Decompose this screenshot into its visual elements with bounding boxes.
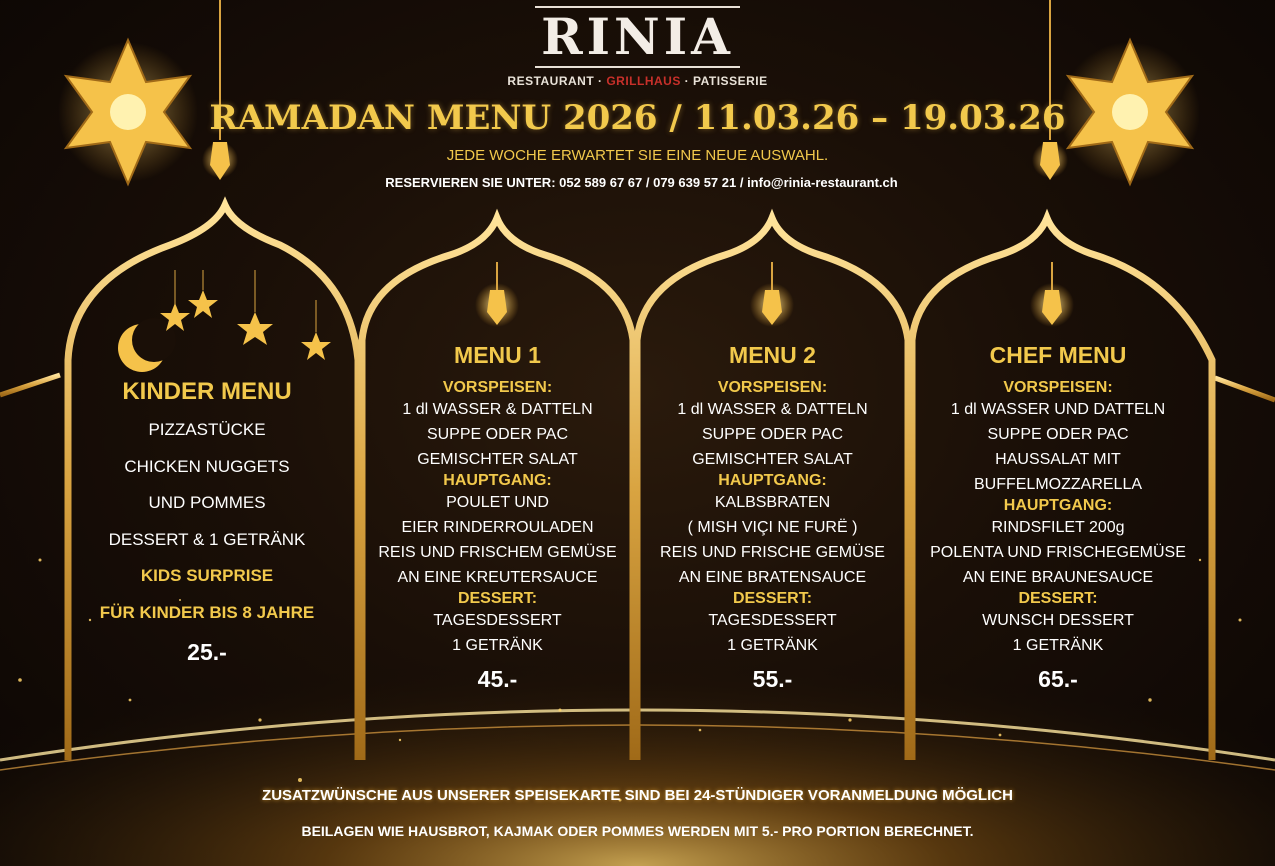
menu-title: MENU 2 (729, 342, 816, 368)
menu-item: AN EINE BRAUNESAUCE (962, 569, 1154, 586)
menu-item: KALBSBRATEN (714, 494, 831, 511)
menu-card-2 (637, 342, 908, 693)
menu-item: BUFFELMOZZARELLA (973, 476, 1143, 493)
section-label: DESSERT: (457, 590, 538, 607)
menu-item: 1 GETRÄNK (452, 637, 543, 654)
menu-item: GEMISCHTER SALAT (692, 451, 853, 468)
menu-item: AN EINE BRATENSAUCE (678, 569, 867, 586)
menu-item: SUPPE ODER PAC (426, 426, 569, 443)
menu-item: RINDSFILET 200g (991, 519, 1125, 536)
menu-item: 1 dl WASSER UND DATTELN (950, 401, 1166, 418)
logo (0, 6, 1275, 88)
menu-item: TAGESDESSERT (433, 612, 562, 629)
section-label: VORSPEISEN: (717, 379, 828, 396)
menu-item: 1 dl WASSER & DATTELN (677, 401, 868, 418)
menu-item: 1 GETRÄNK (1012, 637, 1104, 654)
menu-card-1 (362, 342, 633, 693)
logo-tagline (0, 74, 1275, 88)
menu-title: KINDER MENU (122, 378, 292, 405)
menu-item: SUPPE ODER PAC (987, 426, 1129, 443)
lantern-icon (475, 262, 519, 327)
menu-card-kinder (72, 378, 342, 666)
reservation-contact: RESERVIEREN SIE UNTER: 052 589 67 67 / 079 639 57 21 / info@rinia-restaurant.ch (385, 175, 898, 190)
menu-item: UND POMMES (148, 493, 266, 512)
section-label: HAUPTGANG: (1003, 497, 1113, 514)
menu-price: 65.- (1038, 666, 1078, 692)
section-label: VORSPEISEN: (1003, 379, 1113, 396)
menu-item: PIZZASTÜCKE (148, 420, 266, 439)
section-label: VORSPEISEN: (442, 379, 553, 396)
menu-title: CHEF MENU (989, 342, 1127, 368)
menu-item: POLENTA UND FRISCHEGEMÜSE (930, 544, 1186, 561)
menu-item: REIS UND FRISCHE GEMÜSE (660, 544, 885, 561)
age-note: FÜR KINDER BIS 8 JAHRE (99, 602, 315, 622)
footer-note-2: BEILAGEN WIE HAUSBROT, KAJMAK ODER POMMES WERDEN MIT 5.- PRO PORTION BERECHNET. (301, 823, 974, 839)
menu-item: CHICKEN NUGGETS (124, 456, 290, 476)
menu-price: 55.- (752, 666, 793, 692)
section-label: HAUPTGANG: (443, 472, 552, 489)
menu-item: GEMISCHTER SALAT (417, 451, 578, 468)
section-label: DESSERT: (732, 590, 813, 607)
logo-name: RINIA (541, 7, 734, 66)
lantern-icon (1030, 262, 1074, 327)
menu-item: AN EINE KREUTERSAUCE (397, 569, 598, 586)
menu-item: TAGESDESSERT (708, 612, 837, 629)
star-icons (160, 270, 331, 360)
menu-item: DESSERT & 1 GETRÄNK (108, 529, 306, 549)
menu-item: EIER RINDERROULADEN (401, 519, 594, 536)
menu-item: ( MISH VIÇI NE FURË ) (687, 519, 858, 536)
logo-tag-right: · PATISSERIE (680, 74, 768, 88)
footer-note-1: ZUSATZWÜNSCHE AUS UNSERER SPEISEKARTE SIND BEI 24-STÜNDIGER VORANMELDUNG MÖGLICH (262, 787, 1013, 804)
menu-card-chef (918, 342, 1198, 693)
menu-price: 45.- (477, 666, 518, 692)
menu-item: 1 dl WASSER & DATTELN (402, 401, 593, 418)
lantern-icon (750, 262, 794, 327)
menu-item: REIS UND FRISCHEM GEMÜSE (378, 544, 617, 561)
menu-title: MENU 1 (454, 342, 541, 368)
section-label: DESSERT: (1018, 590, 1098, 607)
logo-tag-left: RESTAURANT · (507, 74, 607, 88)
menu-item: 1 GETRÄNK (727, 637, 818, 654)
crescent-moon-icon (118, 318, 176, 372)
menu-item: SUPPE ODER PAC (701, 426, 844, 443)
logo-tag-mid: GRILLHAUS (606, 74, 681, 88)
subtitle: JEDE WOCHE ERWARTET SIE EINE NEUE AUSWAHL. (446, 147, 829, 164)
menu-item: WUNSCH DESSERT (982, 612, 1134, 629)
menu-price: 25.- (187, 639, 227, 665)
kids-surprise: KIDS SURPRISE (140, 566, 274, 585)
section-label: HAUPTGANG: (718, 472, 827, 489)
menu-item: POULET UND (446, 494, 549, 511)
menu-item: HAUSSALAT MIT (995, 451, 1121, 468)
page-title: RAMADAN MENU 2026 / 11.03.26 – 19.03.26 (209, 98, 1066, 138)
